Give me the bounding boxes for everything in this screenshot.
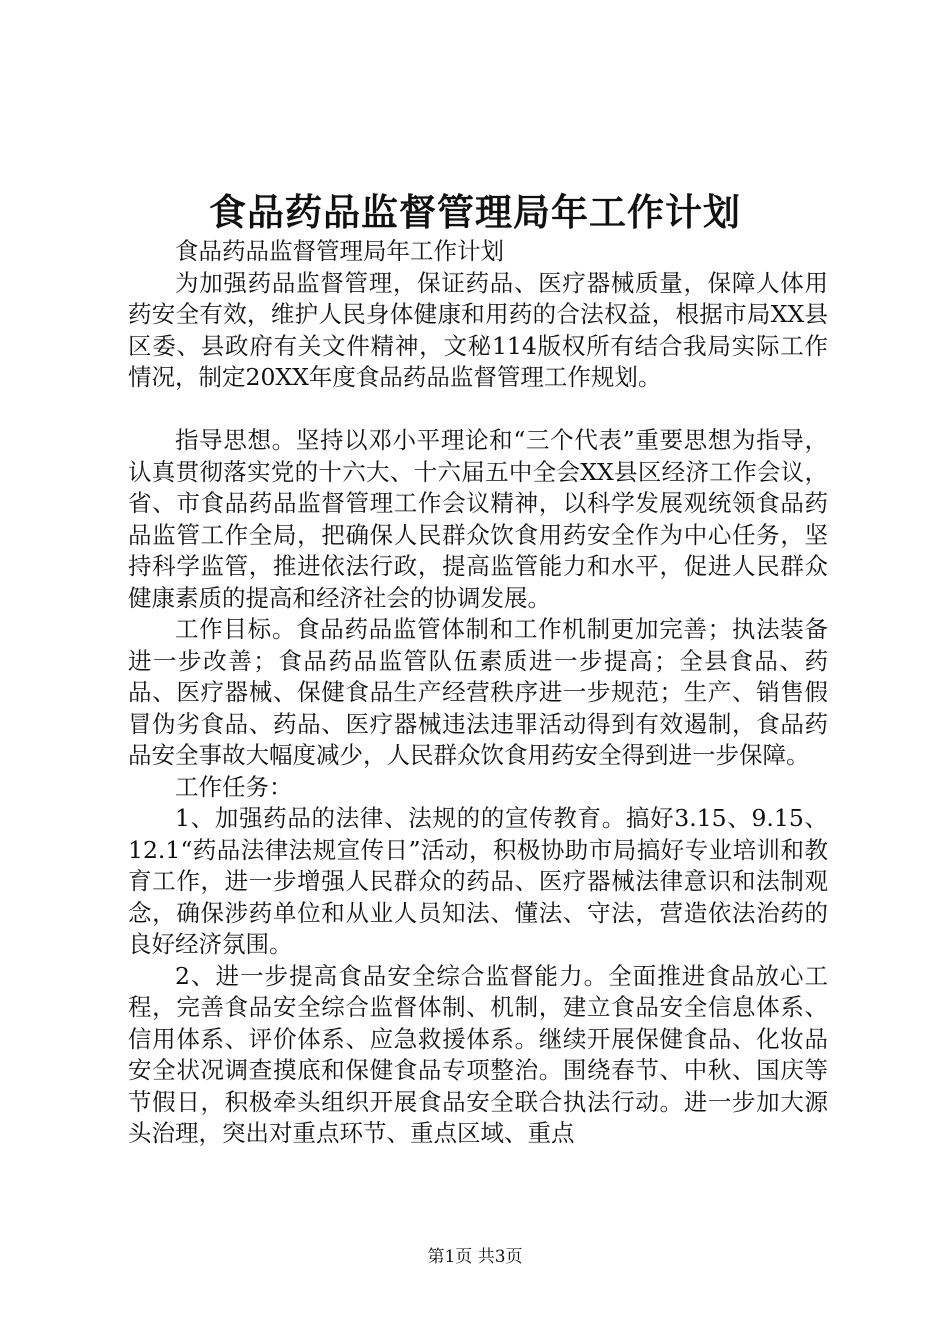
paragraph: 工作任务： [175, 772, 293, 801]
paragraph: 2、进一步提高食品安全综合监督能力。全面推进食品放心工程，完善食品安全综合监督体制、机制，建立食品安全信息体系、信用体系、评价体系、应急救援体系。继续开展保健食品、化妆品安全状况调查摸底和保健食品专项整治。围绕春节、中秋、国庆等节假日，积极牵头组织开展食品安全联合执法行动。进一步加大源头治理，突出对重点环节、重点区域、重点 [128, 961, 828, 1147]
document-body [128, 236, 828, 1150]
paragraph: 为加强药品监督管理，保证药品、医疗器械质量，保障人体用药安全有效，维护人民身体健康和用药的合法权益，根据市局XX县区委、县政府有关文件精神，文秘114版权所有结合我局实际工作情况，制定20XX年度食品药品监督管理工作规划。 [128, 268, 828, 391]
paragraph: 食品药品监督管理局年工作计划 [175, 237, 504, 265]
paragraph: 1、加强药品的法律、法规的的宣传教育。搞好3.15、9.15、12.1“药品法律法规宣传日”活动，积极协助市局搞好专业培训和教育工作，进一步增强人民群众的药品、医疗器械法律意识和法制观念，确保涉药单位和从业人员知法、懂法、守法，营造依法治药的良好经济氛围。 [128, 804, 828, 958]
paragraph: 工作目标。食品药品监管体制和工作机制更加完善；执法装备进一步改善；食品药品监管队伍素质进一步提高；全县食品、药品、医疗器械、保健食品生产经营秩序进一步规范；生产、销售假冒伪劣食品、药品、医疗器械违法违罪活动得到有效遏制，食品药品安全事故大幅度减少，人民群众饮食用药安全得到进一步保障。 [128, 615, 828, 769]
page-number: 第1页 共3页 [427, 1247, 523, 1267]
paragraph: 指导思想。坚持以邓小平理论和“三个代表”重要思想为指导，认真贯彻落实党的十六大、十六届五中全会XX县区经济工作会议，省、市食品药品监督管理工作会议精神，以科学发展观统领食品药品监管工作全局，把确保人民群众饮食用药安全作为中心任务，坚持科学监管，推进依法行政，提高监管能力和水平，促进人民群众健康素质的提高和经济社会的协调发展。 [128, 426, 828, 612]
document-title: 食品药品监督管理局年工作计划 [209, 190, 741, 234]
